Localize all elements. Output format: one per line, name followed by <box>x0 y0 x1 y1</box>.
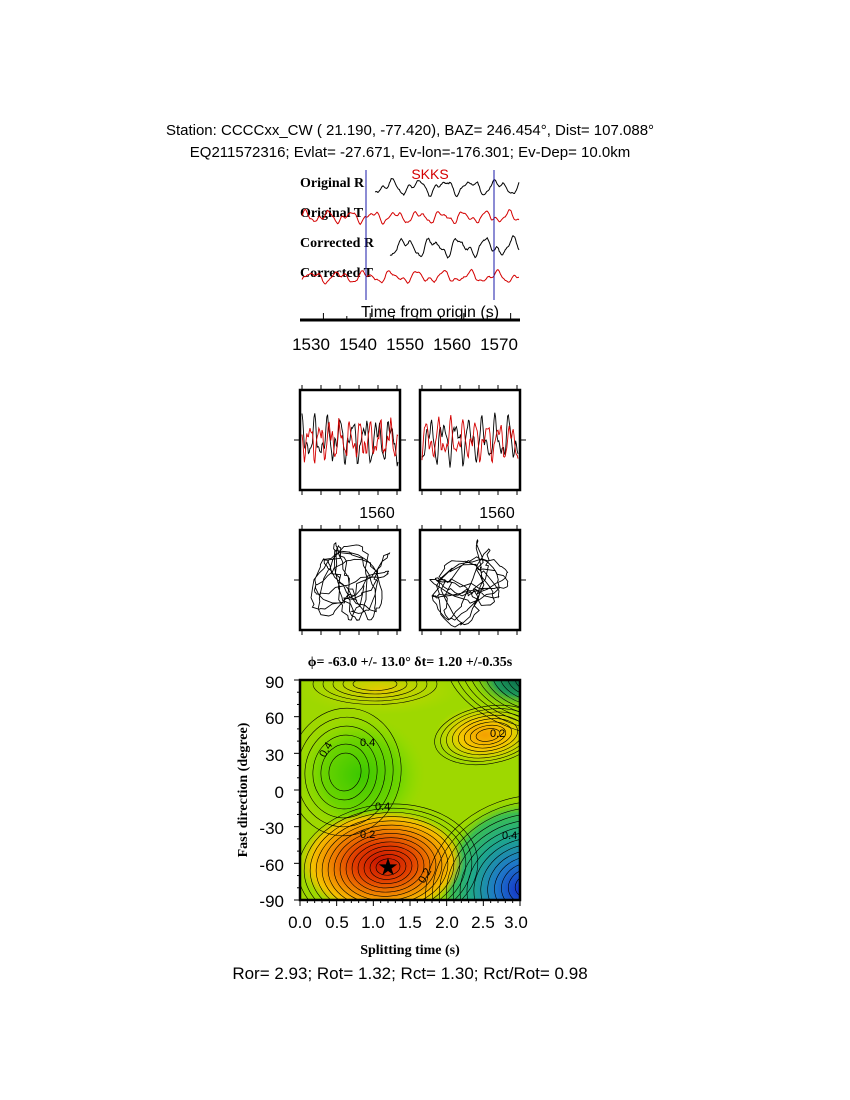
trace-panel <box>292 166 520 354</box>
grid-search-plot <box>236 609 656 1005</box>
waveform-right-xtick: 1560 <box>479 505 515 522</box>
xtick-1-5: 1.5 <box>398 913 422 932</box>
trace-label-original-r: Original R <box>300 176 365 191</box>
ytick-60: 60 <box>265 709 284 728</box>
xtick-2-5: 2.5 <box>471 913 495 932</box>
trace-label-corrected-t: Corrected T <box>300 266 373 281</box>
phase-label: SKKS <box>411 166 449 182</box>
particle-motion-right <box>414 525 526 635</box>
trace-xtick-1560: 1560 <box>433 335 471 354</box>
waveform-panel-left <box>294 385 406 522</box>
best-fit-star-icon: ★ <box>377 855 399 881</box>
trace-label-original-t: Original T <box>300 206 364 221</box>
station-header: Station: CCCCxx_CW ( 21.190, -77.420), BAZ= 246.454°, Dist= 107.088° <box>165 122 655 139</box>
trace-xtick-1550: 1550 <box>386 335 424 354</box>
xtick-0-0: 0.0 <box>288 913 312 932</box>
contour-label-1: 0.4 <box>317 740 336 760</box>
contour-label-5: 0.4 <box>502 830 518 842</box>
ytick-90: 90 <box>265 673 284 692</box>
xtick-1-0: 1.0 <box>361 913 385 932</box>
contour-label-4: 0.4 <box>375 801 391 813</box>
xtick-3-0: 3.0 <box>504 913 528 932</box>
ytick-minus60: -60 <box>259 856 284 875</box>
trace-xlabel: Time from origin (s) <box>360 304 500 321</box>
contour-label-3: 0.2 <box>490 728 506 740</box>
waveform-left-xtick: 1560 <box>359 505 395 522</box>
ytick-30: 30 <box>265 746 284 765</box>
xtick-2-0: 2.0 <box>435 913 459 932</box>
trace-xtick-1570: 1570 <box>480 335 518 354</box>
ytick-minus30: -30 <box>259 819 284 838</box>
xtick-0-5: 0.5 <box>325 913 349 932</box>
grid-search-xlabel: Splitting time (s) <box>360 943 460 958</box>
trace-label-corrected-r: Corrected R <box>300 236 374 251</box>
trace-xtick-1530: 1530 <box>292 335 330 354</box>
waveform-panel-right <box>414 385 526 522</box>
grid-search-title: ϕ= -63.0 +/- 13.0° δt= 1.20 +/-0.35s <box>307 655 513 670</box>
event-header: EQ211572316; Evlat= -27.671, Ev-lon=-176.301; Ev-Dep= 10.0km <box>189 144 631 161</box>
results-line: Ror= 2.93; Rot= 1.32; Rct= 1.30; Rct/Rot= 0.98 <box>232 964 588 983</box>
contour-label-2: 0.4 <box>360 737 376 749</box>
ytick-minus90: -90 <box>259 892 284 911</box>
ytick-0: 0 <box>274 783 284 802</box>
particle-motion-left <box>294 525 406 635</box>
contour-label-7: 0.2 <box>416 866 435 886</box>
trace-corrected-r <box>390 236 519 258</box>
contour-label-6: 0.2 <box>360 829 376 841</box>
grid-search-ylabel: Fast direction (degree) <box>236 722 251 858</box>
trace-xtick-1540: 1540 <box>339 335 377 354</box>
